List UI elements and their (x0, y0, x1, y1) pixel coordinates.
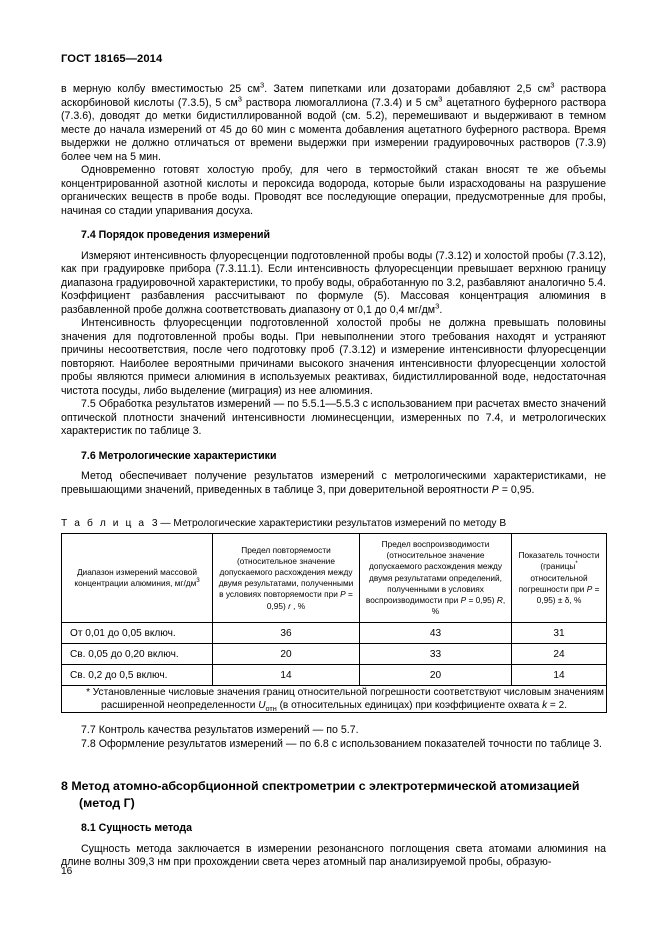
spacer (61, 836, 606, 843)
table-row (62, 623, 607, 644)
table-caption-text: Метрологические характеристики результатов измерений по методу В (173, 518, 507, 529)
heading-7-6: 7.6 Метрологические характеристики (81, 449, 277, 462)
column-header-accuracy: Показатель точности (границы* относительной погрешности при P = 0,95) ± δ, % (512, 534, 607, 623)
spacer (61, 751, 606, 778)
paragraph-8-1: Сущность метода заключается в измерении резонансного поглощения света атомами алюминия на длине волны 309,3 нм при прохождении света через атомный пар анализируемой пробы, образую- (61, 842, 606, 869)
table-body (62, 623, 607, 713)
table-caption-dash: — (160, 518, 171, 529)
paragraph-7-5: 7.5 Обработка результатов измерений — по 5.5.1—5.5.3 с использованием при расчетах вместо значений оптической плотности значений интенсивности люминесценции, измеренных по 7.4, и метрологических характеристик по таблице 3. (61, 398, 606, 437)
paragraph-7-4-blank-limit: Интенсивность флуоресценции подготовленной холостой пробы не должна превышать половины значения для подготовленной пробы воды. При невыполнении этого требования находят и устраняют причины несоответствия, после чего подготовку проб (7.3.12) и измерение интенсивности флуоресценции повторяют. Наиболее вероятными причинами высокого значения интенсивности флуоресценции холостой пробы являются примеси алюминия в используемых реактивах, бидистиллированной воде, недостаточная чистота посуды, либо выделение (миграция) из нее алюминия. (61, 317, 606, 397)
paragraph-7-8: 7.8 Оформление результатов измерений — по 6.8 с использованием показателей точности по таблице 3. (81, 737, 602, 750)
table-header (62, 534, 607, 623)
table-row (62, 644, 607, 665)
cell-reproducibility: 20 (360, 665, 512, 686)
cell-range: Св. 0,2 до 0,5 включ. (62, 665, 213, 686)
table-caption (61, 517, 606, 530)
table-row (62, 665, 607, 686)
table-footnote: * Установленные числовые значения границ относительной погрешности соответствуют числовым значениям расширенной неопределенности $U_{отн}$ (в относительных единицах) при коэффициенте охвата k = 2. (62, 686, 607, 713)
cell-repeatability: 36 (213, 623, 360, 644)
metrology-characteristics-table (61, 533, 607, 713)
heading-7-4: 7.4 Порядок проведения измерений (81, 229, 270, 241)
cell-repeatability: 20 (213, 644, 360, 665)
page-header-standard-id: ГОСТ 18165—2014 (61, 53, 163, 65)
cell-reproducibility: 33 (360, 644, 512, 665)
heading-8-1: 8.1 Сущность метода (81, 822, 193, 835)
cell-range: Св. 0,05 до 0,20 включ. (62, 644, 213, 665)
heading-section-8: 8 Метод атомно-абсорбционной спектрометрии с электротермической атомизацией (метод Г) (61, 779, 580, 810)
spacer (61, 463, 606, 470)
table-caption-label: Т а б л и ц а (61, 518, 147, 529)
paragraph-7-4-measure: Измеряют интенсивность флуоресценции подготовленной пробы воды (7.3.12) и холостой пробы (7.3.12), как при градуировке прибора (7.3.11.1). Если интенсивность флуоресценции превышает верхнюю границу диапазона градуировочной характеристики, то пробу воды, обработанную по 3.2, разбавляют аналогично 5.4. Коэффициент разбавления рассчитывают по формуле (5). Массовая концентрация алюминия в разбавленной пробе должна соответствовать диапазону от 0,1 до 0,4 $мг/дм^3$. (61, 249, 606, 316)
table-header-row (62, 534, 607, 623)
paragraph-blank-sample: Одновременно готовят холостую пробу, для чего в термостойкий стакан вносят те же объемы концентрированной азотной кислоты и пероксида водорода, которые были израсходованы на разрушение органических веществ в пробе воды. Проводят все последующие операции, предусмотренные для пробы, начиная со стадии упаривания досуха. (61, 164, 606, 217)
spacer (61, 439, 606, 450)
page-number: 16 (61, 866, 73, 877)
paragraph-7-7: 7.7 Контроль качества результатов измерений — по 5.7. (81, 724, 359, 737)
spacer (61, 497, 606, 517)
cell-repeatability: 14 (213, 665, 360, 686)
cell-accuracy: 14 (512, 665, 607, 686)
cell-reproducibility: 43 (360, 623, 512, 644)
table-footnote-row (62, 686, 607, 713)
paragraph-7-6: Метод обеспечивает получение результатов измерений с метрологическими характеристиками, не превышающими значений, приведенных в таблице 3, при доверительной вероятности P = 0,95. (61, 470, 606, 496)
cell-accuracy: 24 (512, 644, 607, 665)
column-header-repeatability: Предел повторяемости (относительное значение допускаемого расхождения между двумя результатами, полученными в условиях повторяемости при P = 0,95) r , % (213, 534, 360, 623)
spacer (61, 811, 606, 822)
cell-accuracy: 31 (512, 623, 607, 644)
column-header-range: Диапазон измерений массовой концентрации алюминия, $мг/дм^3$ (62, 534, 213, 623)
column-header-reproducibility: Предел воспроизводимости (относительное значение допускаемого расхождения между двумя результатами определений, полученными в условиях воспроизводимости при P = 0,95) R, % (360, 534, 512, 623)
page-body (61, 80, 606, 870)
cell-range: От 0,01 до 0,05 включ. (62, 623, 213, 644)
table-caption-number: 3 (151, 518, 158, 529)
spacer (61, 243, 606, 250)
spacer (61, 713, 606, 724)
paragraph-intro: в мерную колбу вместимостью 25 $см^3$. Затем пипетками или дозаторами добавляют 2,5 $см^3$ раствора аскорбиновой кислоты (7.3.5), 5 $см^3$ раствора люмогаллиона (7.3.4) и 5 $см^3$ ацетатного буферного раствора (7.3.6), доводят до метки бидистиллированной водой (см. 5.2), перемешивают и выдерживают в темном месте до начала измерений от 45 до 60 мин с момента добавления ацетатного буферного раствора. Время выдержки не должно отличаться от времени выдержки при измерении градуировочных растворов (7.3.9) более чем на 5 мин. (61, 80, 606, 163)
spacer (61, 218, 606, 229)
